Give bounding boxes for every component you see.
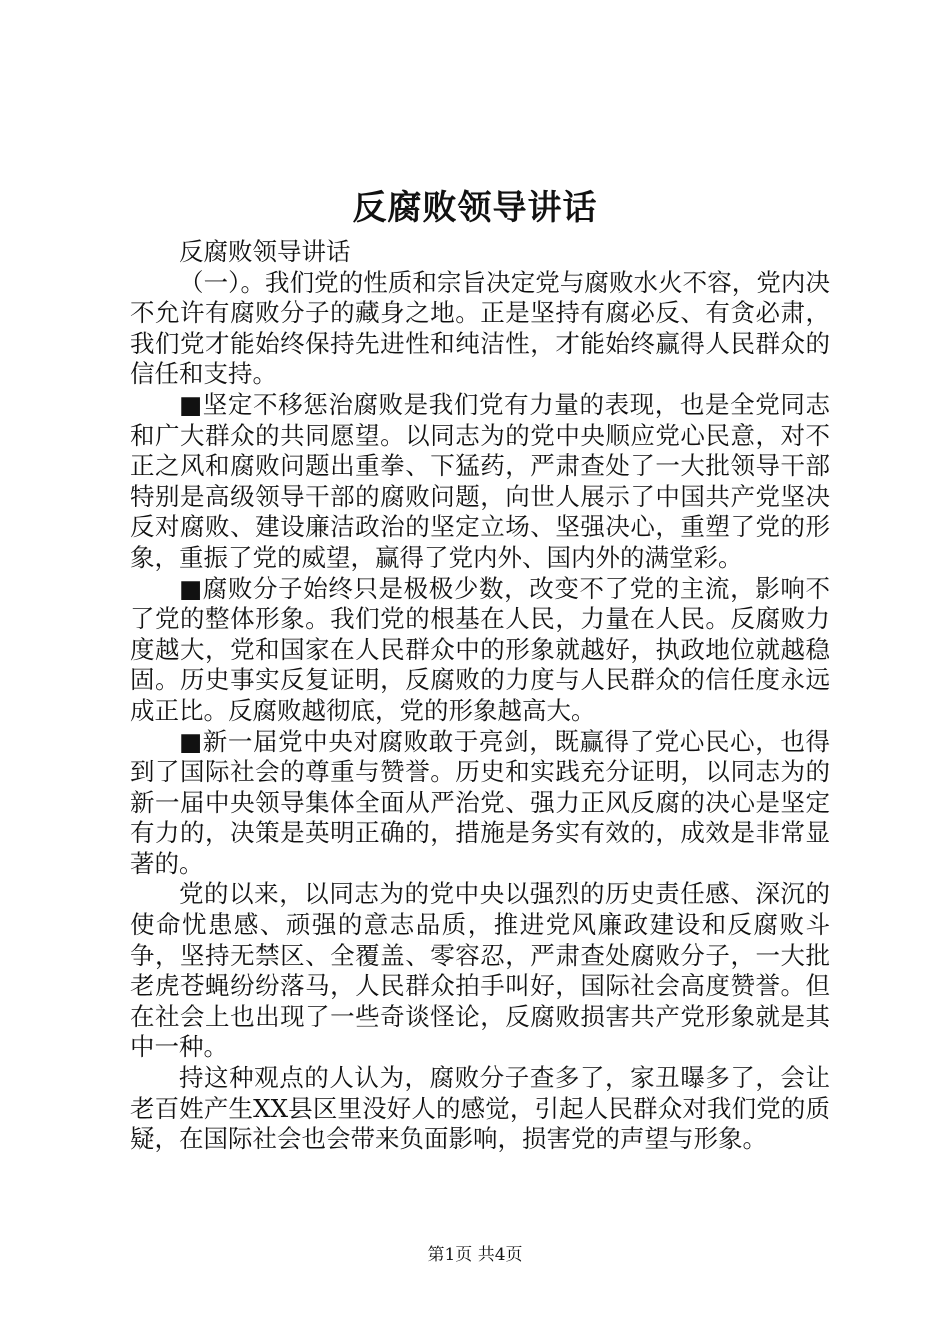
page-title: 反腐败领导讲话 [352, 188, 598, 228]
body-paragraph: 党的以来，以同志为的党中央以强烈的历史责任感、深沉的使命忧患感、顽强的意志品质，推进党风廉政建设和反腐败斗争，坚持无禁区、全覆盖、零容忍，严肃查处腐败分子，一大批老虎苍蝇纷纷落马，人民群众拍手叫好，国际社会高度赞誉。但在社会上也出现了一些奇谈怪论，反腐败损害共产党形象就是其中一种。 [130, 879, 830, 1062]
body-paragraph: ■坚定不移惩治腐败是我们党有力量的表现，也是全党同志和广大群众的共同愿望。以同志为的党中央顺应党心民意，对不正之风和腐败问题出重拳、下猛药，严肃查处了一大批领导干部特别是高级领导干部的腐败问题，向世人展示了中国共产党坚决反对腐败、建设廉洁政治的坚定立场、坚强决心，重塑了党的形象，重振了党的威望，赢得了党内外、国内外的满堂彩。 [130, 389, 830, 572]
subtitle-paragraph: 反腐败领导讲话 [179, 237, 351, 266]
page-footer: 第1页 共4页 [427, 1245, 523, 1265]
body-paragraph: 持这种观点的人认为，腐败分子查多了，家丑曝多了，会让老百姓产生XX县区里没好人的感觉，引起人民群众对我们党的质疑，在国际社会也会带来负面影响，损害党的声望与形象。 [130, 1063, 830, 1154]
body-paragraph: （一）。我们党的性质和宗旨决定党与腐败水火不容，党内决不允许有腐败分子的藏身之地。正是坚持有腐必反、有贪必肃，我们党才能始终保持先进性和纯洁性，才能始终赢得人民群众的信任和支持。 [130, 267, 830, 389]
body-paragraph: ■新一届党中央对腐败敢于亮剑，既赢得了党心民心，也得到了国际社会的尊重与赞誉。历史和实践充分证明，以同志为的新一届中央领导集体全面从严治党、强力正风反腐的决心是坚定有力的，决策是英明正确的，措施是务实有效的，成效是非常显著的。 [130, 726, 830, 878]
body-paragraph: ■腐败分子始终只是极极少数，改变不了党的主流，影响不了党的整体形象。我们党的根基在人民，力量在人民。反腐败力度越大，党和国家在人民群众中的形象就越好，执政地位就越稳固。历史事实反复证明，反腐败的力度与人民群众的信任度永远成正比。反腐败越彻底，党的形象越高大。 [130, 573, 830, 725]
document-body [130, 237, 830, 1155]
